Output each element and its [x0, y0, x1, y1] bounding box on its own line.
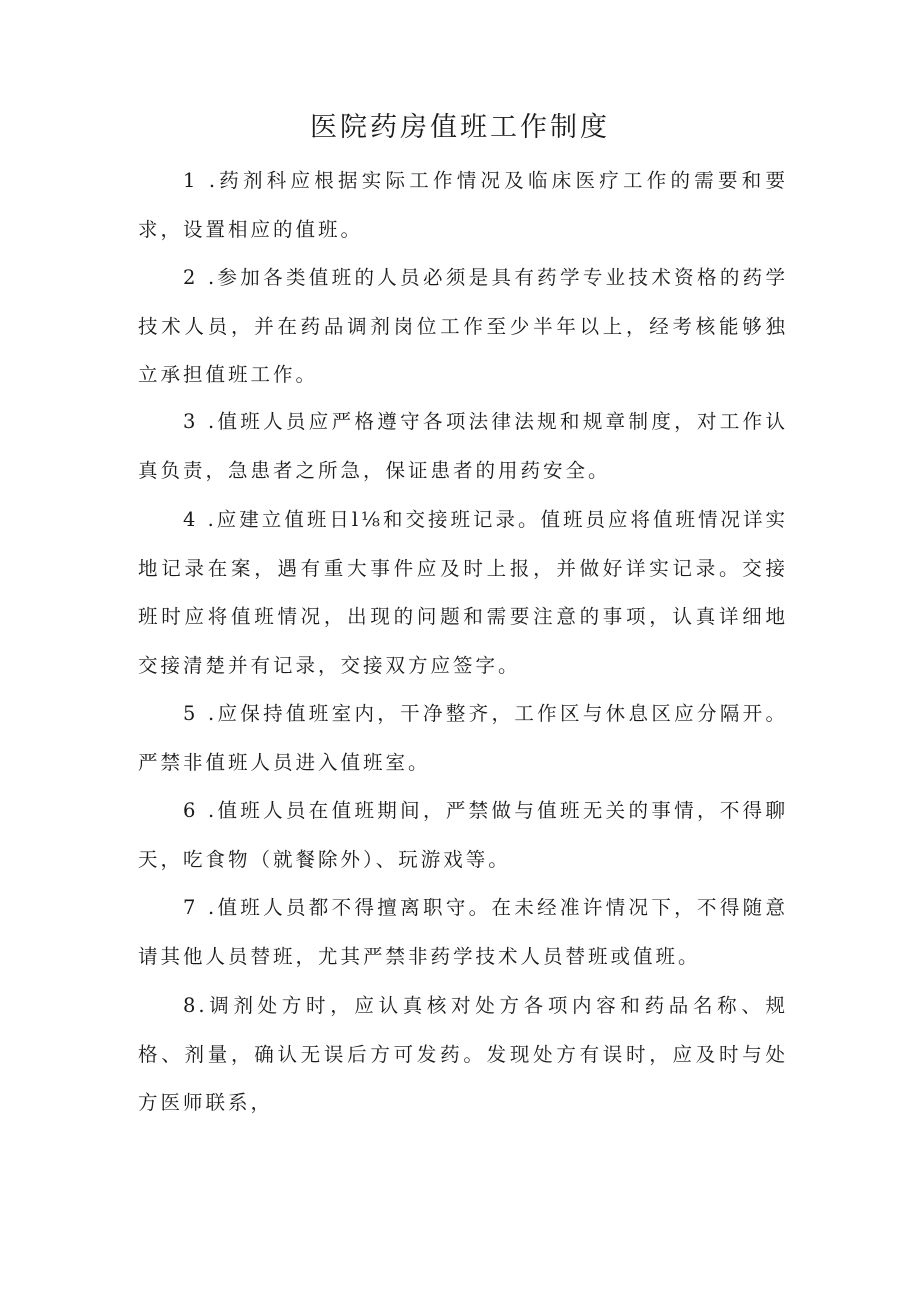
rule-paragraph-7: 7 .值班人员都不得擅离职守。在未经准许情况下，不得随意请其他人员替班，尤其严禁非药学技术人员替班或值班。	[138, 896, 788, 968]
rule-paragraph-3: 3 .值班人员应严格遵守各项法律法规和规章制度，对工作认真负责，急患者之所急，保证患者的用药安全。	[138, 410, 788, 482]
rule-paragraph-2: 2 .参加各类值班的人员必须是具有药学专业技术资格的药学技术人员，并在药品调剂岗位工作至少半年以上，经考核能够独立承担值班工作。	[138, 266, 788, 386]
rule-paragraph-1: 1 .药剂科应根据实际工作情况及临床医疗工作的需要和要求，设置相应的值班。	[138, 169, 788, 241]
document-title: 医院药房值班工作制度	[310, 112, 610, 143]
rule-paragraph-8: 8.调剂处方时，应认真核对处方各项内容和药品名称、规格、剂量，确认无误后方可发药。发现处方有误时，应及时与处方医师联系，	[138, 994, 788, 1114]
rule-paragraph-5: 5 .应保持值班室内，干净整齐，工作区与休息区应分隔开。严禁非值班人员进入值班室。	[138, 702, 788, 774]
rule-paragraph-6: 6 .值班人员在值班期间，严禁做与值班无关的事情，不得聊天，吃食物（就餐除外）、玩游戏等。	[138, 799, 788, 871]
rule-paragraph-4: 4 .应建立值班日l⅛和交接班记录。值班员应将值班情况详实地记录在案，遇有重大事件应及时上报，并做好详实记录。交接班时应将值班情况，出现的问题和需要注意的事项，认真详细地交接清楚并有记录，交接双方应签字。	[138, 508, 788, 677]
